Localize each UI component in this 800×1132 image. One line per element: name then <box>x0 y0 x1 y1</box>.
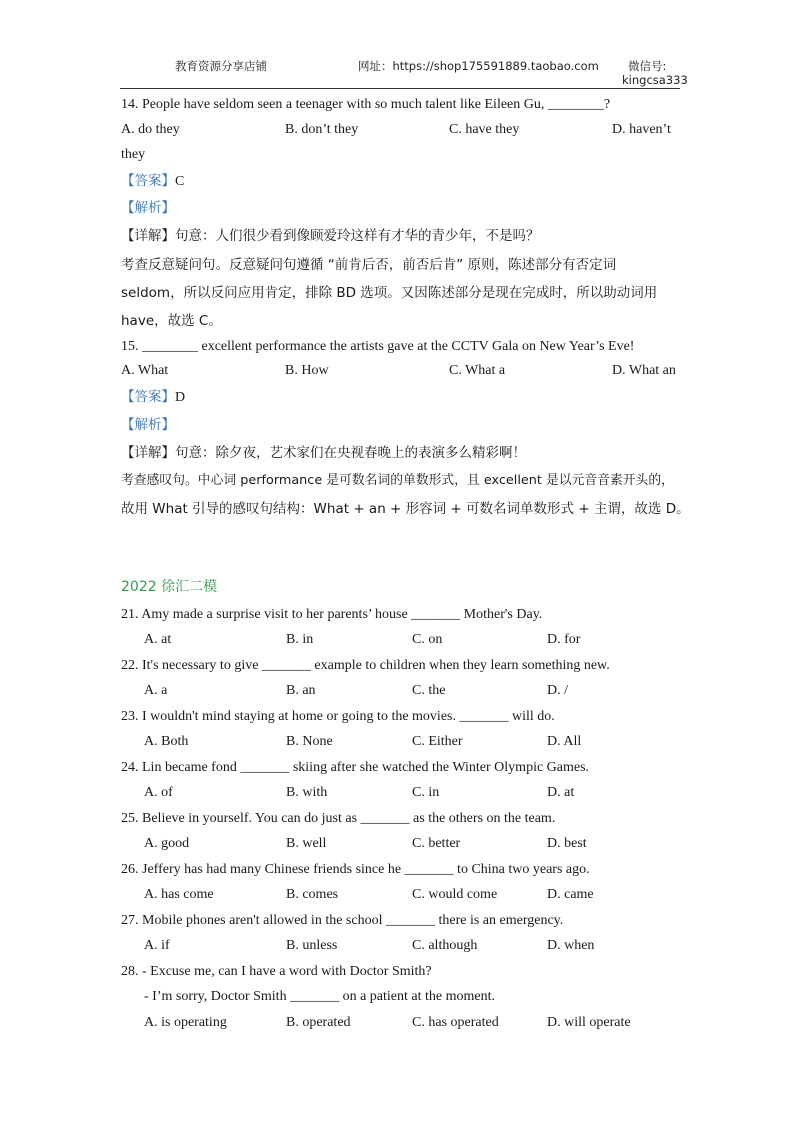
header-url-link[interactable]: https://shop175591889.taobao.com <box>392 59 599 73</box>
option-b: B. operated <box>286 1015 351 1030</box>
q14-detail-line-4: have，故选 C。 <box>121 313 222 329</box>
option-b: B. in <box>286 632 314 647</box>
q14-detail-line-2: 考查反意疑问句。反意疑问句遵循 “前肯后否，前否后肯” 原则，陈述部分有否定词 <box>121 257 617 273</box>
q15-detail-line-1 <box>121 444 526 462</box>
option-c: C. the <box>412 683 446 698</box>
option-a: A. has come <box>144 887 214 902</box>
option-c: C. Either <box>412 734 463 749</box>
header-wechat-id: kingcsa333 <box>622 73 688 87</box>
option-a: A. good <box>144 836 190 851</box>
option-c: C. although <box>412 938 478 953</box>
q14-option-b: B. don’t they <box>285 122 359 137</box>
q14-option-a: A. do they <box>121 122 180 137</box>
option-b: B. None <box>286 734 333 749</box>
answer-value: D <box>175 390 186 405</box>
q15-option-b: B. How <box>285 363 329 378</box>
section-title: 2022 徐汇二模 <box>121 579 218 595</box>
option-a: A. a <box>144 683 168 698</box>
option-c: C. better <box>412 836 461 851</box>
q14-stem: 14. People have seldom seen a teenager with so much talent like Eileen Gu, ________? <box>121 97 611 112</box>
option-a: A. at <box>144 632 172 647</box>
q15-detail-line-2: 考查感叹句。中心词 performance 是可数名词的单数形式，且 excellent 是以元音音素开头的， <box>121 473 674 488</box>
q28-line-2: - I’m sorry, Doctor Smith _______ on a patient at the moment. <box>144 989 495 1004</box>
option-c: C. would come <box>412 887 498 902</box>
option-c: C. in <box>412 785 440 800</box>
detail-text: 句意：除夕夜，艺术家们在央视春晚上的表演多么精彩啊！ <box>175 445 526 461</box>
question-stem: 26. Jeffery has had many Chinese friends since he _______ to China two years ago. <box>121 862 590 877</box>
q28-line-1: 28. - Excuse me, can I have a word with Doctor Smith? <box>121 964 432 979</box>
option-d: D. came <box>547 887 594 902</box>
option-d: D. best <box>547 836 587 851</box>
header-url-label: 网址： <box>358 59 393 73</box>
option-b: B. unless <box>286 938 338 953</box>
q15-option-c: C. What a <box>449 363 506 378</box>
option-b: B. well <box>286 836 327 851</box>
q14-answer <box>121 172 184 191</box>
question-stem: 23. I wouldn't mind staying at home or going to the movies. _______ will do. <box>121 709 555 724</box>
detail-text: 句意：人们很少看到像顾爱玲这样有才华的青少年，不是吗？ <box>175 228 540 244</box>
option-d: D. All <box>547 734 582 749</box>
q14-analysis-label: 【解析】 <box>121 200 175 216</box>
option-c: C. has operated <box>412 1015 499 1030</box>
question-stem: 25. Believe in yourself. You can do just as _______ as the others on the team. <box>121 811 556 826</box>
q14-detail-line-1 <box>121 227 540 245</box>
q15-stem: 15. ________ excellent performance the artists gave at the CCTV Gala on New Year’s Eve! <box>121 339 635 354</box>
q14-option-d-continued: they <box>121 147 146 162</box>
option-a: A. if <box>144 938 170 953</box>
q15-analysis-label: 【解析】 <box>121 417 175 433</box>
option-b: B. comes <box>286 887 339 902</box>
option-d: D. / <box>547 683 568 698</box>
detail-label: 【详解】 <box>121 228 175 244</box>
header-divider <box>120 88 680 89</box>
question-stem: 27. Mobile phones aren't allowed in the school _______ there is an emergency. <box>121 913 564 928</box>
option-b: B. an <box>286 683 316 698</box>
option-d: D. at <box>547 785 575 800</box>
q14-detail-line-3: seldom，所以反问应用肯定，排除 BD 选项。又因陈述部分是现在完成时，所以助动词用 <box>121 285 658 301</box>
question-stem: 21. Amy made a surprise visit to her parents’ house _______ Mother's Day. <box>121 607 543 622</box>
header-shop-name: 教育资源分享店铺 <box>175 59 267 73</box>
option-a: A. Both <box>144 734 189 749</box>
option-d: D. will operate <box>547 1015 631 1030</box>
header-wechat-label: 微信号: <box>628 59 667 73</box>
option-d: D. for <box>547 632 581 647</box>
option-d: D. when <box>547 938 595 953</box>
q15-answer <box>121 388 185 407</box>
q15-option-d: D. What an <box>612 363 676 378</box>
q14-option-d: D. haven’t <box>612 122 671 137</box>
question-stem: 24. Lin became fond _______ skiing after she watched the Winter Olympic Games. <box>121 760 590 775</box>
question-stem: 22. It's necessary to give _______ example to children when they learn something new. <box>121 658 610 673</box>
q15-detail-line-3: 故用 What 引导的感叹句结构：What + an + 形容词 + 可数名词单数形式 + 主谓，故选 D。 <box>121 501 690 517</box>
option-b: B. with <box>286 785 328 800</box>
answer-label: 【答案】 <box>121 389 175 405</box>
option-a: A. is operating <box>144 1015 227 1030</box>
header-url <box>358 58 599 74</box>
option-a: A. of <box>144 785 173 800</box>
option-c: C. on <box>412 632 443 647</box>
q14-option-c: C. have they <box>449 122 520 137</box>
q15-option-a: A. What <box>121 363 169 378</box>
answer-label: 【答案】 <box>121 173 175 189</box>
answer-value: C <box>175 174 185 189</box>
detail-label: 【详解】 <box>121 445 175 461</box>
